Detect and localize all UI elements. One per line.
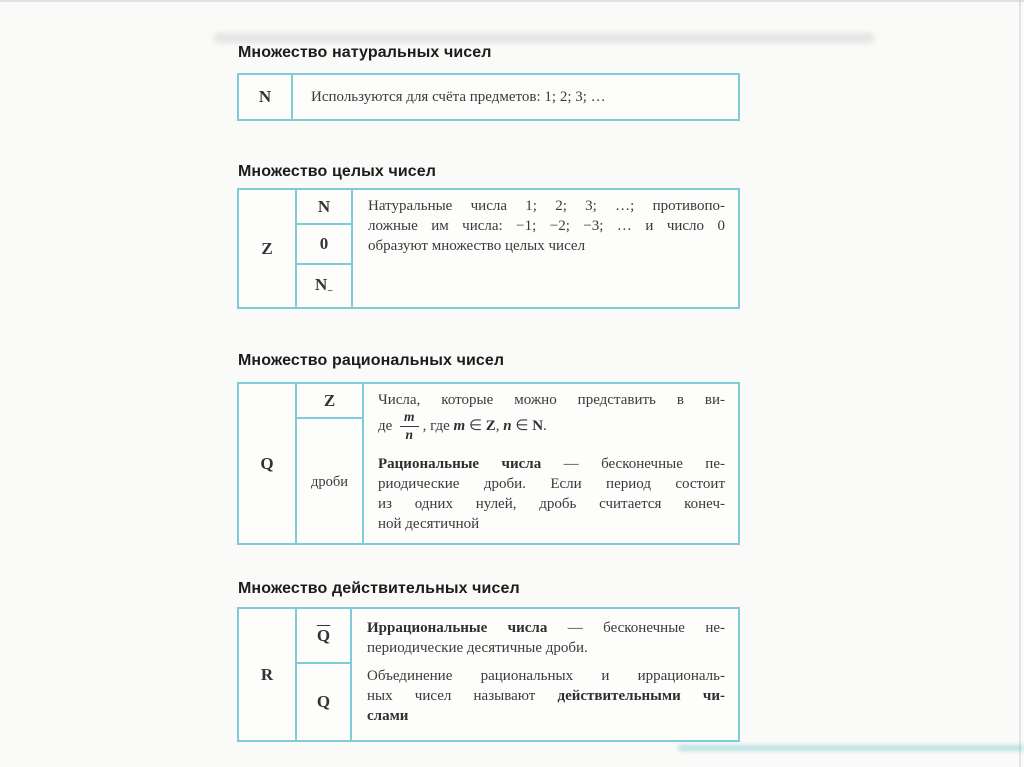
set-symbol-N: N xyxy=(258,87,272,106)
section-title-real-numbers: Множество действительных чисел xyxy=(238,580,520,597)
section-title-rational-numbers: Множество рациональных чисел xyxy=(238,352,505,369)
rational-subsets-column xyxy=(297,384,364,543)
subset-cell-zero: 0 xyxy=(297,225,351,265)
integers-description: Натуральные числа 1; 2; 3; …; противопо- ложные им числа: −1; −2; −3; … и число 0 образуют множество целых чисел xyxy=(368,198,725,254)
subset-cell-fractions: дроби xyxy=(310,474,348,490)
rational-description-cell xyxy=(364,384,738,543)
rational-numbers-table xyxy=(237,382,740,545)
real-subsets-column xyxy=(297,609,352,740)
subset-cell-Q: Q xyxy=(316,692,331,711)
subset-cell-Q-bar: $\overline{Q}$ xyxy=(297,609,350,664)
set-symbol-cell-Q xyxy=(239,384,297,543)
integers-description-cell xyxy=(353,190,738,307)
rational-definition: Числа, которые можно представить в ви- де $\frac{m}{n}$ , где m ∈ Z, n ∈ N. xyxy=(378,392,725,442)
irrational-definition: Иррациональные числа — бесконечные не- периодические десятичные дроби. xyxy=(367,620,726,656)
section-title-integers: Множество целых чисел xyxy=(238,163,437,180)
set-symbol-cell-R xyxy=(239,609,297,740)
set-symbol-cell-Z xyxy=(239,190,297,307)
set-symbol-cell-N xyxy=(239,75,293,119)
natural-numbers-description-cell: Используются для счёта предметов: 1; 2; 3; … xyxy=(311,89,606,105)
real-union-note: Объединение рациональных и иррациональ- ных чисел называют действительными чи- слами xyxy=(367,668,725,724)
subset-cell-Z: Z xyxy=(297,384,362,419)
rational-periodic-fractions-note: Рациональные числа — бесконечные пе- риодические дроби. Если период состоит из одних нулей, дробь считается конеч- ной десятичной xyxy=(378,455,725,532)
real-description-cell xyxy=(352,609,738,740)
top-edge-line xyxy=(0,0,1024,2)
integers-table xyxy=(237,188,740,309)
natural-numbers-table xyxy=(237,73,740,121)
subset-cell-N: N xyxy=(297,190,351,225)
section-title-natural-numbers: Множество натуральных чисел xyxy=(238,44,492,61)
blurred-text-artifact xyxy=(214,33,874,43)
real-numbers-table xyxy=(237,607,740,742)
bottom-teal-artifact xyxy=(678,745,1024,751)
set-symbol-R: R xyxy=(260,664,274,684)
set-symbol-Z: Z xyxy=(261,238,273,258)
subset-cell-N-minus: $N_-$ xyxy=(315,275,333,297)
set-symbol-Q: Q xyxy=(260,453,274,473)
integers-subsets-column xyxy=(297,190,353,307)
right-edge-line xyxy=(1019,0,1021,767)
